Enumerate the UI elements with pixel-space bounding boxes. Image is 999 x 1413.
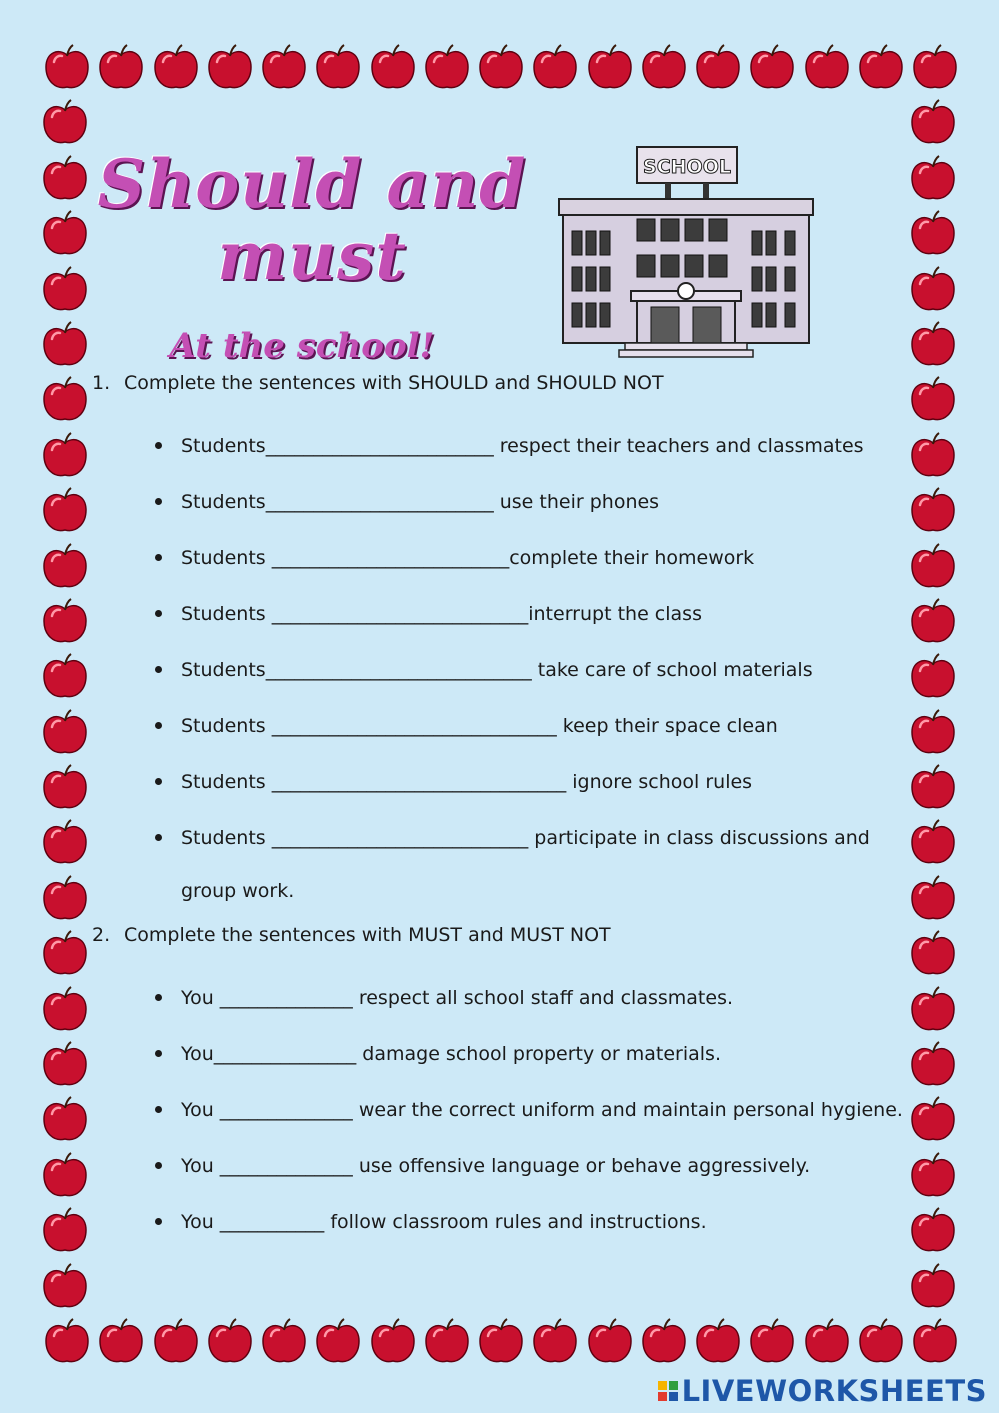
apple-icon [908,541,958,591]
answer-blank[interactable]: ________________________ [265,435,494,457]
apple-icon [476,42,526,92]
apple-icon [40,984,90,1034]
apple-icon [40,1261,90,1311]
apple-icon [639,42,689,92]
apple-icon [40,707,90,757]
apple-icon [908,1261,958,1311]
exercise-1-number: 1. [92,372,111,394]
apple-icon [908,984,958,1034]
list-item: Students____________________________ take care of school materials [152,644,907,700]
apple-icon [40,928,90,978]
apple-icon [422,1316,472,1366]
title-line-1: Should and [97,145,527,223]
apple-icon [40,596,90,646]
apple-icon [910,1316,960,1366]
exercise-2 [92,924,907,1252]
apple-icon [40,374,90,424]
apple-icon [639,1316,689,1366]
answer-blank[interactable]: ____________________________ [265,659,532,681]
apple-icon [908,1039,958,1089]
answer-blank[interactable]: ___________________________ [271,603,529,625]
answer-blank[interactable]: ______________ [219,1099,353,1121]
apple-icon [422,42,472,92]
exercise-1 [92,372,907,918]
list-item: You ______________ use offensive language or behave aggressively. [152,1140,907,1196]
apple-icon [908,873,958,923]
apple-icon [530,42,580,92]
list-item: Students ______________________________ keep their space clean [152,700,907,756]
apple-icon [96,42,146,92]
apple-icon [802,42,852,92]
apple-icon [908,1150,958,1200]
answer-blank[interactable]: ______________ [219,1155,353,1177]
apple-icon [476,1316,526,1366]
exercise-2-heading [92,924,907,958]
exercise-1-heading [92,372,907,406]
apple-icon [908,762,958,812]
apple-icon [908,374,958,424]
list-item: Students ___________________________ participate in class discussions and group work. [152,812,907,918]
apple-icon [856,1316,906,1366]
apple-icon [40,1094,90,1144]
liveworksheets-logo[interactable] [658,1374,987,1408]
apple-icon [313,42,363,92]
apple-icon [40,97,90,147]
apple-icon [40,430,90,480]
exercise-1-list [92,420,907,918]
apple-icon [151,1316,201,1366]
apple-icon [40,762,90,812]
list-item: You ______________ respect all school staff and classmates. [152,972,907,1028]
apple-icon [908,264,958,314]
apple-icon [40,1039,90,1089]
apple-icon [40,817,90,867]
apple-icon [42,1316,92,1366]
exercise-2-number: 2. [92,924,111,946]
apple-icon [151,42,201,92]
apple-icon [40,153,90,203]
apple-icon [368,1316,418,1366]
apple-icon [908,97,958,147]
apple-icon [96,1316,146,1366]
apple-icon [908,651,958,701]
school-sign-text: SCHOOL [643,156,731,178]
apple-icon [908,1094,958,1144]
apple-icon [42,42,92,92]
answer-blank[interactable]: ___________ [219,1211,325,1233]
apple-icon [908,430,958,480]
apple-icon [856,42,906,92]
title-line-2: must [217,217,407,295]
apple-icon [40,319,90,369]
apple-icon [908,208,958,258]
apple-icon [908,1205,958,1255]
list-item: Students ___________________________interrupt the class [152,588,907,644]
list-item: Students _________________________complete their homework [152,532,907,588]
list-item: You_______________ damage school property or materials. [152,1028,907,1084]
apple-icon [205,1316,255,1366]
answer-blank[interactable]: _______________ [213,1043,357,1065]
answer-blank[interactable]: _______________________________ [271,771,567,793]
list-item: You ______________ wear the correct uniform and maintain personal hygiene. [152,1084,907,1140]
apple-icon [908,707,958,757]
apple-icon [40,485,90,535]
school-building-illustration [555,145,817,360]
exercise-1-instructions: Complete the sentences with SHOULD and SHOULD NOT [124,372,664,394]
apple-icon [40,208,90,258]
apple-icon [40,1150,90,1200]
apple-icon [908,817,958,867]
apple-icon [313,1316,363,1366]
exercise-2-list [92,972,907,1252]
apple-icon [530,1316,580,1366]
list-item: Students________________________ use their phones [152,476,907,532]
apple-icon [910,42,960,92]
apple-icon [40,541,90,591]
list-item: You ___________ follow classroom rules and instructions. [152,1196,907,1252]
apple-icon [693,1316,743,1366]
list-item: Students _______________________________ ignore school rules [152,756,907,812]
apple-icon [693,42,743,92]
apple-icon [908,928,958,978]
worksheet-subtitle: At the school! [169,326,435,366]
answer-blank[interactable]: ______________ [219,987,353,1009]
apple-icon [368,42,418,92]
brand-name: LIVEWORKSHEETS [681,1374,987,1408]
answer-blank[interactable]: _________________________ [271,547,510,569]
apple-icon [40,264,90,314]
apple-icon [259,1316,309,1366]
apple-icon [259,42,309,92]
apple-icon [908,596,958,646]
apple-icon [908,153,958,203]
apple-icon [40,1205,90,1255]
answer-blank[interactable]: ________________________ [265,491,494,513]
apple-icon [747,42,797,92]
worksheet-content [92,372,907,1252]
apple-icon [40,651,90,701]
worksheet-title [92,145,532,295]
answer-blank[interactable]: ______________________________ [271,715,557,737]
apple-icon [747,1316,797,1366]
exercise-2-instructions: Complete the sentences with MUST and MUST NOT [124,924,611,946]
apple-icon [585,1316,635,1366]
apple-icon [908,319,958,369]
answer-blank[interactable]: ___________________________ [271,827,529,849]
list-item: Students________________________ respect their teachers and classmates [152,420,907,476]
apple-icon [40,873,90,923]
apple-icon [205,42,255,92]
apple-icon [802,1316,852,1366]
apple-icon [908,485,958,535]
apple-icon [585,42,635,92]
liveworksheets-icon [658,1381,678,1401]
